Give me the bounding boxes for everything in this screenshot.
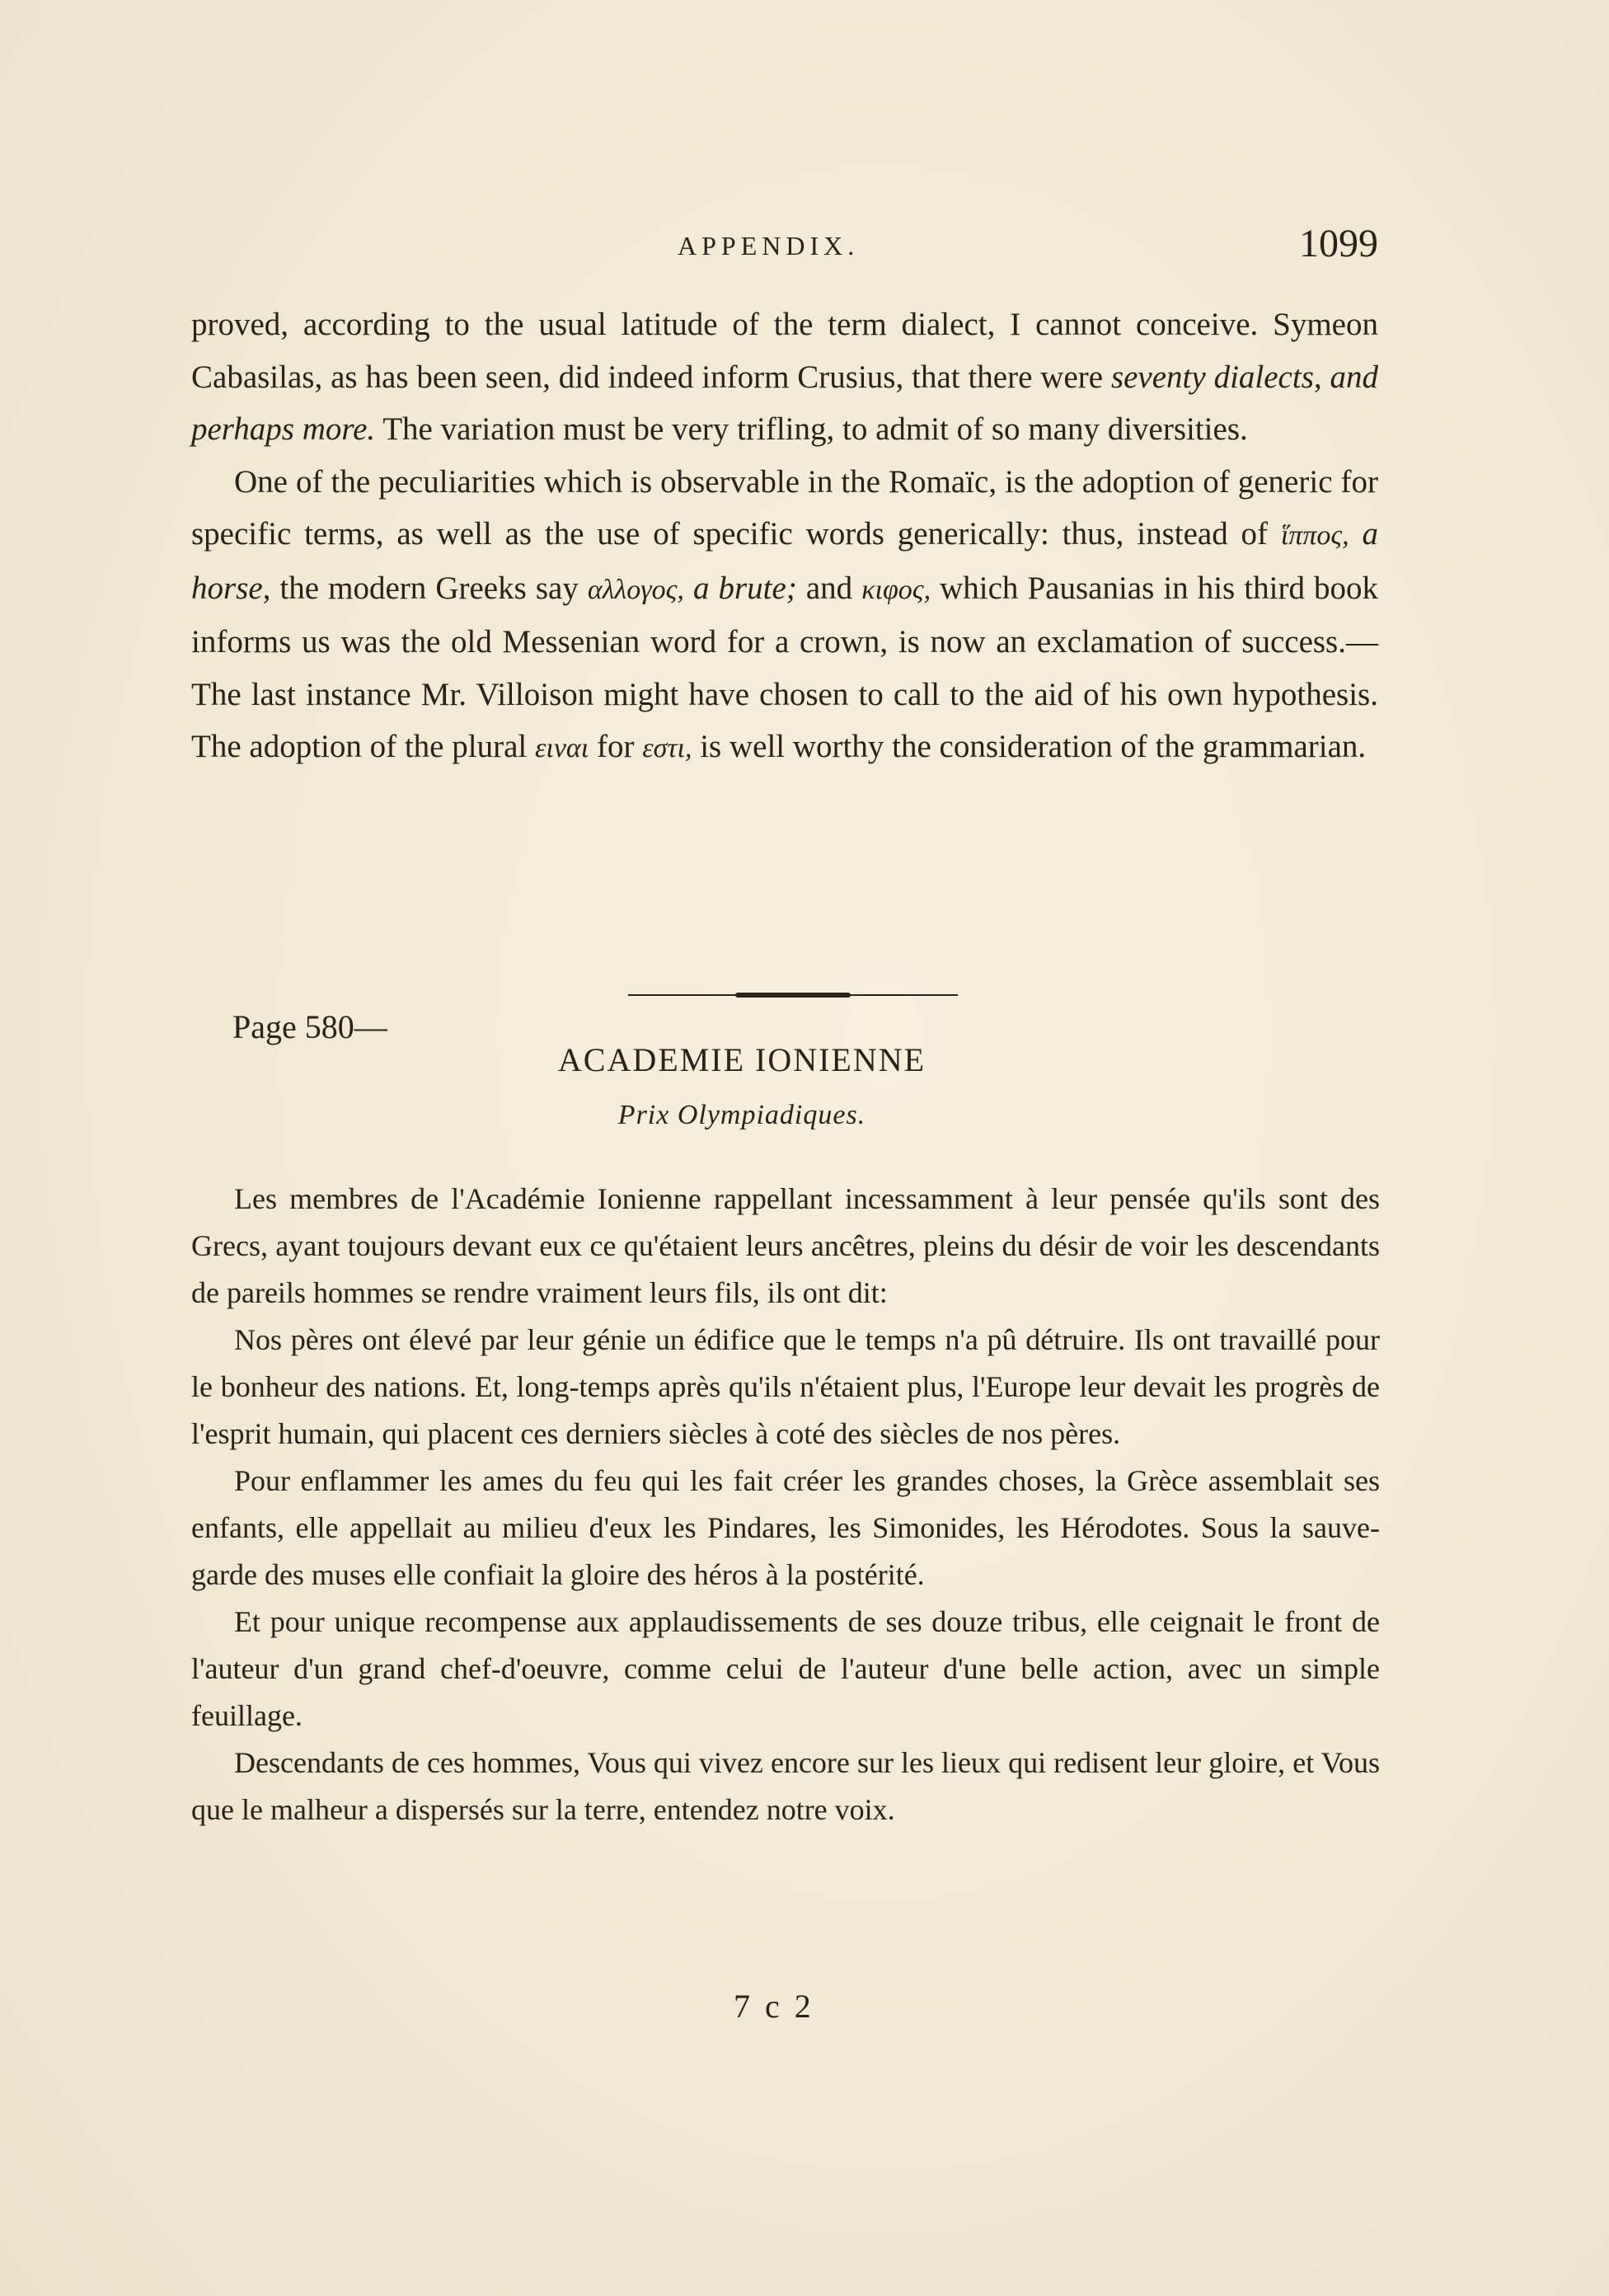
page-number: 1099 <box>1299 222 1378 265</box>
paragraph-romaic: One of the peculiarities which is observable in the Romaïc, is the adoption of generic for specific terms, as well as the use of specific words generically: thus, instead of ἵππος, a horse, the modern Greeks say αλλογος, a brute; and κιφος, which Pausanias in his third book informs us was the old Messenian word for a crown, is now an exclamation of success.—The last instance Mr. Villoison might have chosen to call to the aid of his own hypothesis. The adoption of the plural ειναι for εστι, is well worthy the consideration of the grammarian. <box>191 463 1378 764</box>
running-head: APPENDIX. <box>678 231 860 261</box>
french-paragraph: Et pour unique recompense aux applaudissements de ses douze tribus, elle ceignait le front de l'auteur d'un grand chef-d'oeuvre, comme celui de l'auteur d'une belle action, avec un simple feuillage. <box>191 1605 1380 1732</box>
french-text <box>191 1176 1380 1834</box>
section-title: ACADEMIE IONIENNE <box>557 1041 926 1078</box>
paragraph-dialects: proved, according to the usual latitude of the term dialect, I cannot conceive. Symeon Cabasilas, as has been seen, did indeed inform Crusius, that there were seventy dialects, and perhaps more. The variation must be very trifling, to admit of so many diversities. <box>191 307 1378 447</box>
section-divider <box>628 993 958 997</box>
french-paragraph: Nos pères ont élevé par leur génie un édifice que le temps n'a pû détruire. Ils ont travaillé pour le bonheur des nations. Et, long-temps après qu'ils n'étaient plus, l'Europe leur devait les progrès de l'esprit humain, qui placent ces derniers siècles à coté des siècles de nos pères. <box>191 1323 1380 1450</box>
signature-mark: 7 c 2 <box>734 1988 814 2025</box>
page-reference: Page 580— <box>232 1008 387 1045</box>
section-subtitle: Prix Olympiadiques. <box>617 1100 866 1130</box>
page-header <box>191 221 1378 270</box>
french-paragraph: Descendants de ces hommes, Vous qui vivez encore sur les lieux qui redisent leur gloire, et Vous que le malheur a dispersés sur la terre, entendez notre voix. <box>191 1746 1380 1826</box>
main-text <box>191 298 1378 775</box>
french-paragraph: Pour enflammer les ames du feu qui les fait créer les grandes choses, la Grèce assemblait ses enfants, elle appellait au milieu d'eux les Pindares, les Simonides, les Hérodotes. Sous la sauve-garde des muses elle confiait la gloire des héros à la postérité. <box>191 1464 1380 1591</box>
french-paragraph: Les membres de l'Académie Ionienne rappellant incessamment à leur pensée qu'ils sont des Grecs, ayant toujours devant eux ce qu'étaient leurs ancêtres, pleins du désir de voir les descendants de pareils hommes se rendre vraiment leurs fils, ils ont dit: <box>191 1182 1380 1309</box>
